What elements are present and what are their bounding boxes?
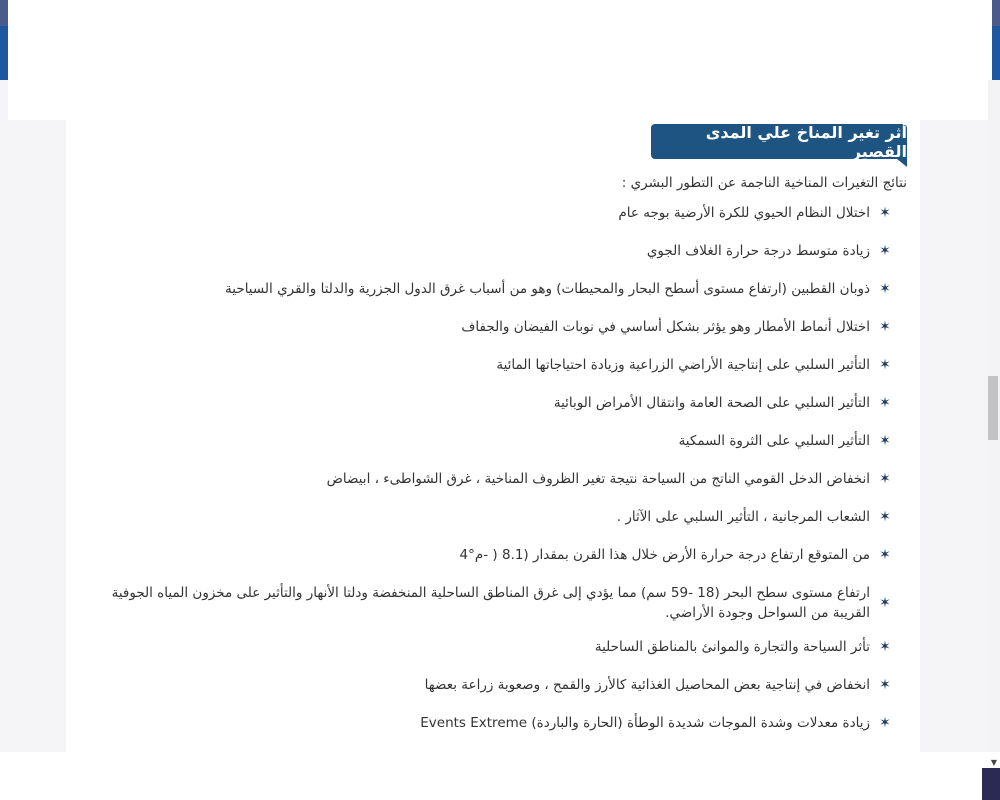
list-item: ✶ ذوبان القطبين (ارتفاع مستوى أسطح البحار والمحيطات) وهو من أسباب غرق الدول الجزرية والدلتا والقري السياحية — [225, 281, 891, 297]
list-item: ✶ انخفاض في إنتاجية بعض المحاصيل الغذائية كالأرز والقمح ، وصعوبة زراعة بعضها — [424, 677, 891, 693]
list-item: ✶ التأثير السلبي على إنتاجية الأراضي الزراعية وزيادة احتياجاتها المائية — [496, 357, 891, 373]
page-scrollbar-thumb[interactable] — [988, 376, 998, 440]
star-icon: ✶ — [879, 395, 891, 411]
section-intro: نتائج التغيرات المناخية الناجمة عن التطور البشري : — [621, 175, 907, 191]
list-item: ✶ التأثير السلبي على الثروة السمكية — [678, 433, 891, 449]
list-item: ✶ التأثير السلبي على الصحة العامة وانتقال الأمراض الوبائية — [553, 395, 891, 411]
list-item: ✶ اختلال أنماط الأمطار وهو يؤثر بشكل أساسي في نوبات الفيضان والجفاف — [461, 319, 891, 335]
footer-blank-band — [0, 752, 1000, 800]
section-title-banner — [651, 124, 907, 159]
list-item: ✶ زيادة متوسط درجة حرارة الغلاف الجوي — [646, 243, 891, 259]
star-icon: ✶ — [879, 281, 891, 297]
taskbar-corner-widget — [982, 768, 1000, 800]
star-icon: ✶ — [879, 677, 891, 693]
star-icon: ✶ — [879, 243, 891, 259]
section-title: أثر تغير المناخ علي المدى القصير — [705, 122, 907, 161]
effects-list — [82, 203, 892, 751]
scroll-down-arrow-icon[interactable]: ▼ — [990, 758, 998, 767]
banner-tail — [897, 159, 907, 167]
list-item: ✶ الشعاب المرجانية ، التأثير السلبي على الآثار . — [616, 509, 891, 525]
header-corner-left — [0, 0, 8, 26]
star-icon: ✶ — [879, 357, 891, 373]
star-icon: ✶ — [879, 433, 891, 449]
list-item: ✶ من المتوقع ارتفاع درجة حرارة الأرض خلال هذا القرن بمقدار (8.1 ( -م°4 — [459, 547, 891, 563]
star-icon: ✶ — [879, 547, 891, 563]
list-item: ✶ انخفاض الدخل القومي الناتج من السياحة نتيجة تغير الظروف المناخية ، غرق الشواطىء ، ابيضاض — [326, 471, 891, 487]
left-margin — [0, 120, 66, 752]
list-item: ✶ ارتفاع مستوى سطح البحر (18 -59 سم) مما يؤدي إلى غرق المناطق الساحلية المنخفضة ودلتا الأنهار والتأثير على مخزون المياه الجوفية القريبة من السواحل وجودة الأراضي. — [111, 585, 891, 621]
overlay-blank-panel — [8, 0, 992, 120]
list-item: ✶ اختلال النظام الحيوي للكرة الأرضية بوجه عام — [618, 205, 891, 221]
list-item: ✶ زيادة معدلات وشدة الموجات شديدة الوطأة (الحارة والباردة) Events Extreme — [420, 715, 891, 731]
list-item: ✶ تأثر السياحة والتجارة والموانئ بالمناطق الساحلية — [594, 639, 891, 655]
right-margin — [920, 120, 988, 752]
star-icon: ✶ — [879, 639, 891, 655]
star-icon: ✶ — [879, 205, 891, 221]
star-icon: ✶ — [879, 509, 891, 525]
header-corner-right — [992, 0, 1000, 26]
star-icon: ✶ — [879, 319, 891, 335]
star-icon: ✶ — [879, 471, 891, 487]
star-icon: ✶ — [879, 715, 891, 731]
star-icon: ✶ — [879, 595, 891, 611]
